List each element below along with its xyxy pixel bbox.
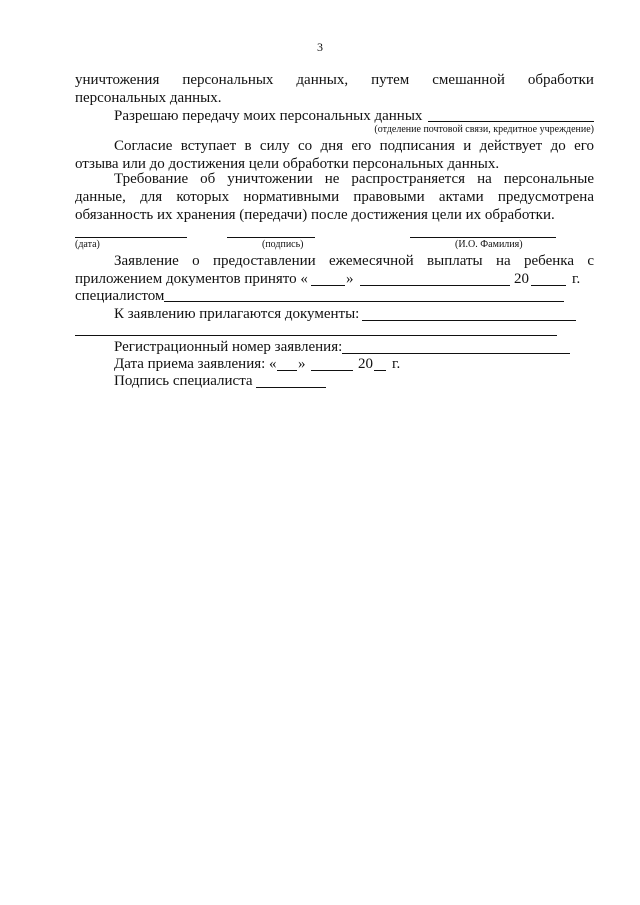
receipt-year-prefix: 20	[358, 356, 373, 372]
full-name-caption: (И.О. Фамилия)	[455, 239, 523, 250]
word: обработки	[527, 72, 594, 88]
retention-paragraph-line-1: Требование об уничтожении не распространяется на персональные	[114, 171, 594, 187]
consent-paragraph-line-2: отзыва или до достижения цели обработки персональных данных.	[75, 156, 500, 172]
attached-documents-blank-2[interactable]	[75, 335, 557, 336]
registration-number-blank[interactable]	[342, 353, 570, 354]
date-caption: (дата)	[75, 239, 100, 250]
specialist-signature-blank[interactable]	[256, 387, 326, 388]
signature-caption: (подпись)	[262, 239, 304, 250]
specialist-label: специалистом	[75, 288, 165, 304]
accept-day-blank[interactable]	[311, 285, 345, 286]
receipt-day-close-quote: »	[298, 356, 306, 372]
signature-blank[interactable]	[227, 237, 315, 238]
accept-year-suffix: г.	[572, 271, 581, 287]
word: данных,	[296, 72, 349, 88]
registration-number-label: Регистрационный номер заявления:	[114, 339, 343, 355]
receipt-day-blank[interactable]	[277, 370, 297, 371]
accept-month-blank[interactable]	[360, 285, 510, 286]
specialist-signature-label: Подпись специалиста	[114, 373, 253, 389]
transfer-permission-text: Разрешаю передачу моих персональных данных	[114, 108, 423, 124]
transfer-recipient-caption: (отделение почтовой связи, кредитное учреждение)	[374, 124, 594, 135]
application-accepted-prefix: приложением документов принято «	[75, 271, 308, 287]
consent-paragraph-line-1: Согласие вступает в силу со дня его подписания и действует до его	[114, 138, 594, 154]
paragraph-1-line-2: персональных данных.	[75, 90, 222, 106]
word: путем	[371, 72, 410, 88]
word: персональных	[182, 72, 274, 88]
specialist-blank[interactable]	[164, 301, 564, 302]
transfer-recipient-blank[interactable]	[428, 121, 594, 122]
receipt-year-suffix: г.	[392, 356, 401, 372]
receipt-month-blank[interactable]	[311, 370, 353, 371]
attached-documents-label: К заявлению прилагаются документы:	[114, 306, 360, 322]
word: смешанной	[432, 72, 505, 88]
attached-documents-blank-1[interactable]	[362, 320, 576, 321]
retention-paragraph-line-3: обязанность их хранения (передачи) после достижения цели их обработки.	[75, 207, 555, 223]
date-signature-blank[interactable]	[75, 237, 187, 238]
receipt-date-prefix: Дата приема заявления: «	[114, 356, 277, 372]
page-number: 3	[317, 40, 323, 54]
word: уничтожения	[75, 72, 160, 88]
accept-year-prefix: 20	[514, 271, 529, 287]
application-accepted-line-1: Заявление о предоставлении ежемесячной выплаты на ребенка с	[114, 253, 594, 269]
paragraph-1-line-1	[75, 71, 594, 89]
retention-paragraph-line-2: данные, для которых нормативными правовыми актами предусмотрена	[75, 189, 594, 205]
receipt-year-blank[interactable]	[374, 370, 386, 371]
accept-year-blank[interactable]	[531, 285, 566, 286]
full-name-blank[interactable]	[410, 237, 556, 238]
accept-day-close-quote: »	[346, 271, 354, 287]
